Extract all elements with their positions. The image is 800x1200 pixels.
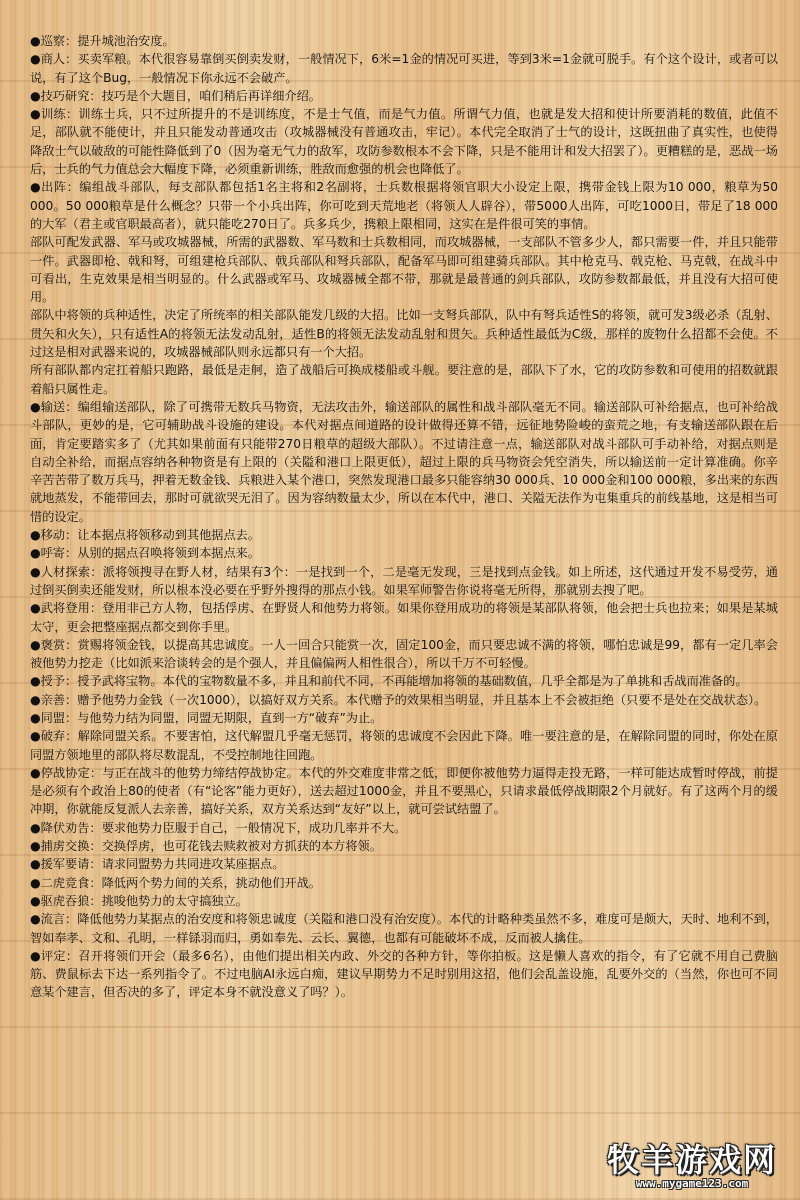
article-paragraph: ●同盟：与他势力结为同盟，同盟无期限，直到一方“破弃”为止。: [30, 710, 383, 725]
article-paragraph: 部队可配发武器、军马或攻城器械，所需的武器数、军马数和士兵数相同，而攻城器械，一支部队不管多少人，都只需要一件，并且只能带一件。武器即枪、戟和弩，可组建枪兵部队、戟兵部队和弩兵部队，配备军马即可组建骑兵部队。其中枪克马、戟克枪、马克戟，在战斗中可看出，生克效果是相当明显的。什么武器或军马、攻城器械全都不带，那就是最普通的剑兵部队，攻防参数都最低，并且没有大招可使用。: [30, 235, 778, 305]
article-paragraph: ●降伏劝告：要求他势力臣服于自己，一般情况下，成功几率并不大。: [30, 820, 407, 835]
article-paragraph: 所有部队都内定扛着船只跑路，最低是走舸，造了战船后可换成楼船或斗舰。要注意的是，部队下了水，它的攻防参数和可使用的招数就跟着船只属性走。: [30, 363, 778, 396]
article-paragraph: ●武将登用：登用非己方人物，包括俘虏、在野贤人和他势力将领。如果你登用成功的将领是某部队将领，他会把士兵也拉来；如果是某城太守，更会把整座据点都交到你手里。: [30, 601, 778, 634]
article-paragraph: ●移动：让本据点将领移动到其他据点去。: [30, 528, 261, 543]
article-paragraph: ●捕虏交换：交换俘虏，也可花钱去赎救被对方抓获的本方将领。: [30, 839, 382, 854]
article-paragraph: ●训练：训练士兵，只不过所提升的不是训练度，不是士气值，而是气力值。所谓气力值，也就是发大招和使计所要消耗的数值，此值不足，部队就不能使计，并且只能发动普通攻击（攻城器械没有普通攻击，牢记）。本代完全取消了士气的设计，这既扭曲了真实性，也使得降敌士气以破敌的可能性降低到了0（因为毫无气力的敌军，攻防参数根本不会下降，只是不能用计和发大招罢了）。更糟糕的是，恶战一场后，士兵的气力值总会大幅度下降，必须重新训练，胜敌而愈强的机会也降低了。: [30, 107, 778, 177]
article-paragraph: ●亲善：赠予他势力金钱（一次1000），以搞好双方关系。本代赠予的效果相当明显，并且基本上不会被拒绝（只要不是处在交战状态）。: [30, 692, 767, 707]
article-paragraph: ●流言：降低他势力某据点的治安度和将领忠诚度（关隘和港口没有治安度）。本代的计略种类虽然不多，难度可是颇大，天时、地利不到，智如奉孝、文和、孔明，一样铩羽而归，勇如奉先、云长、翼德，也都有可能破坏不成，反而被人擒住。: [30, 912, 778, 945]
article-paragraph: ●出阵：编组战斗部队，每支部队都包括1名主将和2名副将，士兵数根据将领官职大小设定上限，携带金钱上限为10 000，粮草为50 000。50 000粮草是什么概念？只带一个小兵出阵，你可吃到天荒地老（将领人人辟谷），带5000人出阵，可吃1000日，带足了18 000的大军（君主或官职最高者），就只能吃270日了。兵多兵少，携粮上限相同，这实在是件很可笑的事情。: [30, 180, 778, 231]
article-paragraph: ●技巧研究：技巧是个大题目，咱们稍后再详细介绍。: [30, 88, 321, 103]
article-paragraph: ●援军要请：请求同盟势力共同进攻某座据点。: [30, 857, 285, 872]
article-paragraph: ●人材探索：派将领搜寻在野人材，结果有3个：一是找到一个，二是毫无发现，三是找到点金钱。如上所述，这代通过开发不易受劳，通过倒买倒卖还能发财，所以根本没必要在乎野外搜得的那点小钱。如果军师警告你说将毫无所得，那就别去搜了吧。: [30, 564, 778, 597]
site-logo-title: 牧羊游戏网: [606, 1141, 777, 1179]
article-paragraph: ●呼寄：从别的据点召唤将领到本据点来。: [30, 546, 261, 561]
site-logo[interactable]: [592, 1141, 792, 1190]
article-paragraph: ●授予：授予武将宝物。本代的宝物数量不多，并且和前代不同，不再能增加将领的基础数值，几乎全都是为了单挑和舌战而准备的。: [30, 674, 748, 689]
article-body: [30, 32, 778, 1002]
article-paragraph: ●褒赏：赏赐将领金钱，以提高其忠诚度。一人一回合只能赏一次，固定100金，而只要忠诚不满的将领，哪怕忠诚是99，都有一定几率会被他势力挖走（比如派来洽谈转会的是个强人，并且偏偏两人相性很合），所以千万不可轻慢。: [30, 637, 778, 671]
article-paragraph: ●巡察：提升城池治安度。: [30, 34, 175, 48]
article-paragraph: ●驱虎吞狼：挑唆他势力的太守搞独立。: [30, 893, 248, 908]
site-logo-url: www.mygame123.com: [635, 1177, 749, 1190]
article-paragraph: ●二虎竞食：降低两个势力间的关系，挑动他们开战。: [30, 875, 321, 890]
article-paragraph: ●评定：召开将领们开会（最多6名），由他们提出相关内政、外交的各种方针，等你拍板。这是懒人喜欢的指令，有了它就不用自己费脑筋、费鼠标去下达一系列指令了。不过电脑AI永远白痴，建议早期势力不足时别用这招，他们会乱盖设施，乱要外交的（当然，你也可不同意某个建言，但否决的多了，评定本身不就没意义了吗？）。: [30, 948, 778, 1000]
article-paragraph: ●破弃：解除同盟关系。不要害怕，这代解盟几乎毫无惩罚，将领的忠诚度不会因此下降。唯一要注意的是，在解除同盟的同时，你处在原同盟方领地里的部队将尽数混乱，不受控制地往回跑。: [30, 729, 778, 762]
article-paragraph: ●输送：编组输送部队，除了可携带无数兵马物资，无法攻击外，输送部队的属性和战斗部队毫无不同。输送部队可补给据点，也可补给战斗部队，更妙的是，它可辅助战斗设施的建设。本代对据点间道路的设计做得还算不错，远征地势险峻的蛮荒之地，有支输送部队跟在后面，肯定要踏实多了（尤其如果前面有只能带270日粮草的超级大部队）。不过请注意一点，输送部队对战斗部队可手动补给，对据点则是自动全补给，而据点容纳各种物资是有上限的（关隘和港口上限更低），超过上限的兵马物资会凭空消失，所以输送前一定计算准确。你辛辛苦苦带了数万兵马，押着无数金钱、兵粮进入某个港口，突然发现港口最多只能容纳30 000兵、10 000金和100 000粮，多出来的东西就地蒸发，不能带回去，那时可就欲哭无泪了。因为容纳数量太少，所以在本代中，港口、关隘无法作为屯集重兵的前线基地，这是相当可惜的设定。: [30, 399, 778, 524]
article-paragraph: 部队中将领的兵种适性，决定了所统率的相关部队能发几级的大招。比如一支弩兵部队，队中有弩兵适性S的将领，就可发3级必杀（乱射、贯矢和火矢），只有适性A的将领无法发动乱射，适性B的将领无法发动乱射和贯矢。兵种适性最低为C级，那样的废物什么招都不会使。不过这是相对武器来说的，攻城器械部队则永远都只有一个大招。: [30, 308, 778, 360]
article-paragraph: ●停战协定：与正在战斗的他势力缔结停战协定。本代的外交难度非常之低，即便你被他势力逼得走投无路，一样可能达成暂时停战，前提是必须有个政治上80的使者（有“论客”能力更好），送去超过1000金，并且不要黑心，只请求最低停战期限2个月就好。有了这两个月的缓冲期，你就能反复派人去亲善，搞好关系，双方关系达到“友好”以上，就可尝试结盟了。: [30, 765, 778, 817]
article-paragraph: ●商人：买卖军粮。本代很容易靠倒买倒卖发财，一般情况下，6米=1金的情况可买进，等到3米=1金就可脱手。有个这个设计，或者可以说，有了这个Bug，一般情况下你永远不会破产。: [30, 52, 778, 85]
